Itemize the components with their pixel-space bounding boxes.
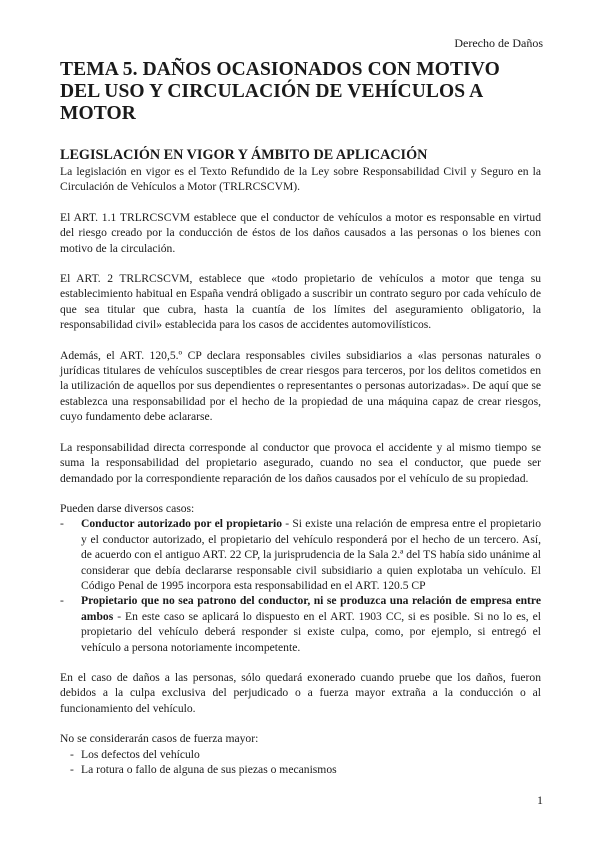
page-title: TEMA 5. DAÑOS OCASIONADOS CON MOTIVO DEL USO Y CIRCULACIÓN DE VEHÍCULOS A MOTOR bbox=[60, 59, 500, 124]
paragraph-exoneration: En el caso de daños a las personas, sólo quedará exonerado cuando pruebe que los daños, fueron debidos a la culpa exclusiva del perjudicado o a fuerza mayor extraña a la conducción o al funcionamiento del vehículo. bbox=[60, 670, 541, 715]
paragraph-art-1: El ART. 1.1 TRLRCSCVM establece que el conductor de vehículos a motor es responsable en virtud del riesgo creado por la conducción de éstos de los daños causados a las personas o los bienes con motivo de la circulación. bbox=[60, 210, 541, 255]
paragraph-art-120: Además, el ART. 120,5.º CP declara responsables civiles subsidiarios a «las personas naturales o jurídicas titulares de vehículos susceptibles de crear riesgos para terceros, por los delitos cometidos en la utilización de aquellos por sus dependientes o representantes o personas autorizadas». De aquí que se establezca una responsabilidad por el hecho de la propiedad de una máquina capaz de crear riesgos, cuyo fundamento debe aclararse. bbox=[60, 348, 541, 424]
cases-intro: Pueden darse diversos casos: bbox=[60, 501, 195, 515]
dash-bullet: - bbox=[70, 747, 74, 761]
force-majeure-intro: No se considerarán casos de fuerza mayor: bbox=[60, 732, 259, 746]
list-item bbox=[60, 762, 541, 777]
section-heading: LEGISLACIÓN EN VIGOR Y ÁMBITO DE APLICACIÓN bbox=[60, 147, 428, 163]
case-body: - En este caso se aplicará lo dispuesto en el ART. 1903 CC, si es posible. Si no lo es, el propietario del vehículo deberá responder si existe culpa, como, por ejemplo, si entregó el vehículo a persona notoriamente incompetente. bbox=[81, 609, 541, 654]
case-heading: Propietario que no sea patrono del conductor, ni se produzca una relación de empresa entre ambos bbox=[81, 594, 541, 623]
list-item-text: La rotura o fallo de alguna de sus piezas o mecanismos bbox=[81, 763, 337, 776]
paragraph-legislation: La legislación en vigor es el Texto Refundido de la Ley sobre Responsabilidad Civil y Seguro en la Circulación de Vehículos a Motor (TRLRCSCVM). bbox=[60, 165, 541, 194]
list-item bbox=[60, 747, 541, 762]
paragraph-art-2: El ART. 2 TRLRCSCVM, establece que «todo propietario de vehículos a motor que tenga su establecimiento habitual en España vendrá obligado a suscribir un contrato seguro por cada vehículo de que sea titular que cubra, hasta la cuantía de los límites del aseguramiento obligatorio, la responsabilidad civil» establecida para los casos de accidentes automovilísticos. bbox=[60, 272, 541, 332]
list-item bbox=[60, 593, 541, 655]
list-item bbox=[60, 516, 541, 593]
dash-bullet: - bbox=[70, 763, 74, 776]
page-number: 1 bbox=[537, 793, 543, 807]
dash-bullet: - bbox=[60, 517, 64, 531]
running-header: Derecho de Daños bbox=[454, 36, 543, 50]
dash-bullet: - bbox=[60, 594, 64, 608]
paragraph-direct-responsibility: La responsabilidad directa corresponde al conductor que provoca el accidente y al mismo tiempo se suma la responsabilidad del propietario asegurado, cuando no sea el conductor, que puede ser demandado por la correspondiente reparación de los daños causados por el vehículo de su propiedad. bbox=[60, 440, 541, 485]
case-body: - Si existe una relación de empresa entre el propietario y el conductor autorizado, el propietario del vehículo responderá por el hecho de un tercero. Así, de acuerdo con el antiguo ART. 22 CP, la jurisprudencia de la Sala 2.ª del TS había sido unánime al considerar que debía declararse responsable civil subsidiario a quien explotaba un vehículo. El Código Penal de 1995 incorpora esta responsabilidad en el ART. 120.5 CP bbox=[81, 517, 542, 592]
force-majeure-list bbox=[60, 747, 541, 778]
list-item-text: Los defectos del vehículo bbox=[81, 747, 200, 761]
case-heading: Conductor autorizado por el propietario bbox=[81, 517, 283, 531]
page-content bbox=[60, 59, 541, 777]
cases-list bbox=[60, 516, 541, 655]
